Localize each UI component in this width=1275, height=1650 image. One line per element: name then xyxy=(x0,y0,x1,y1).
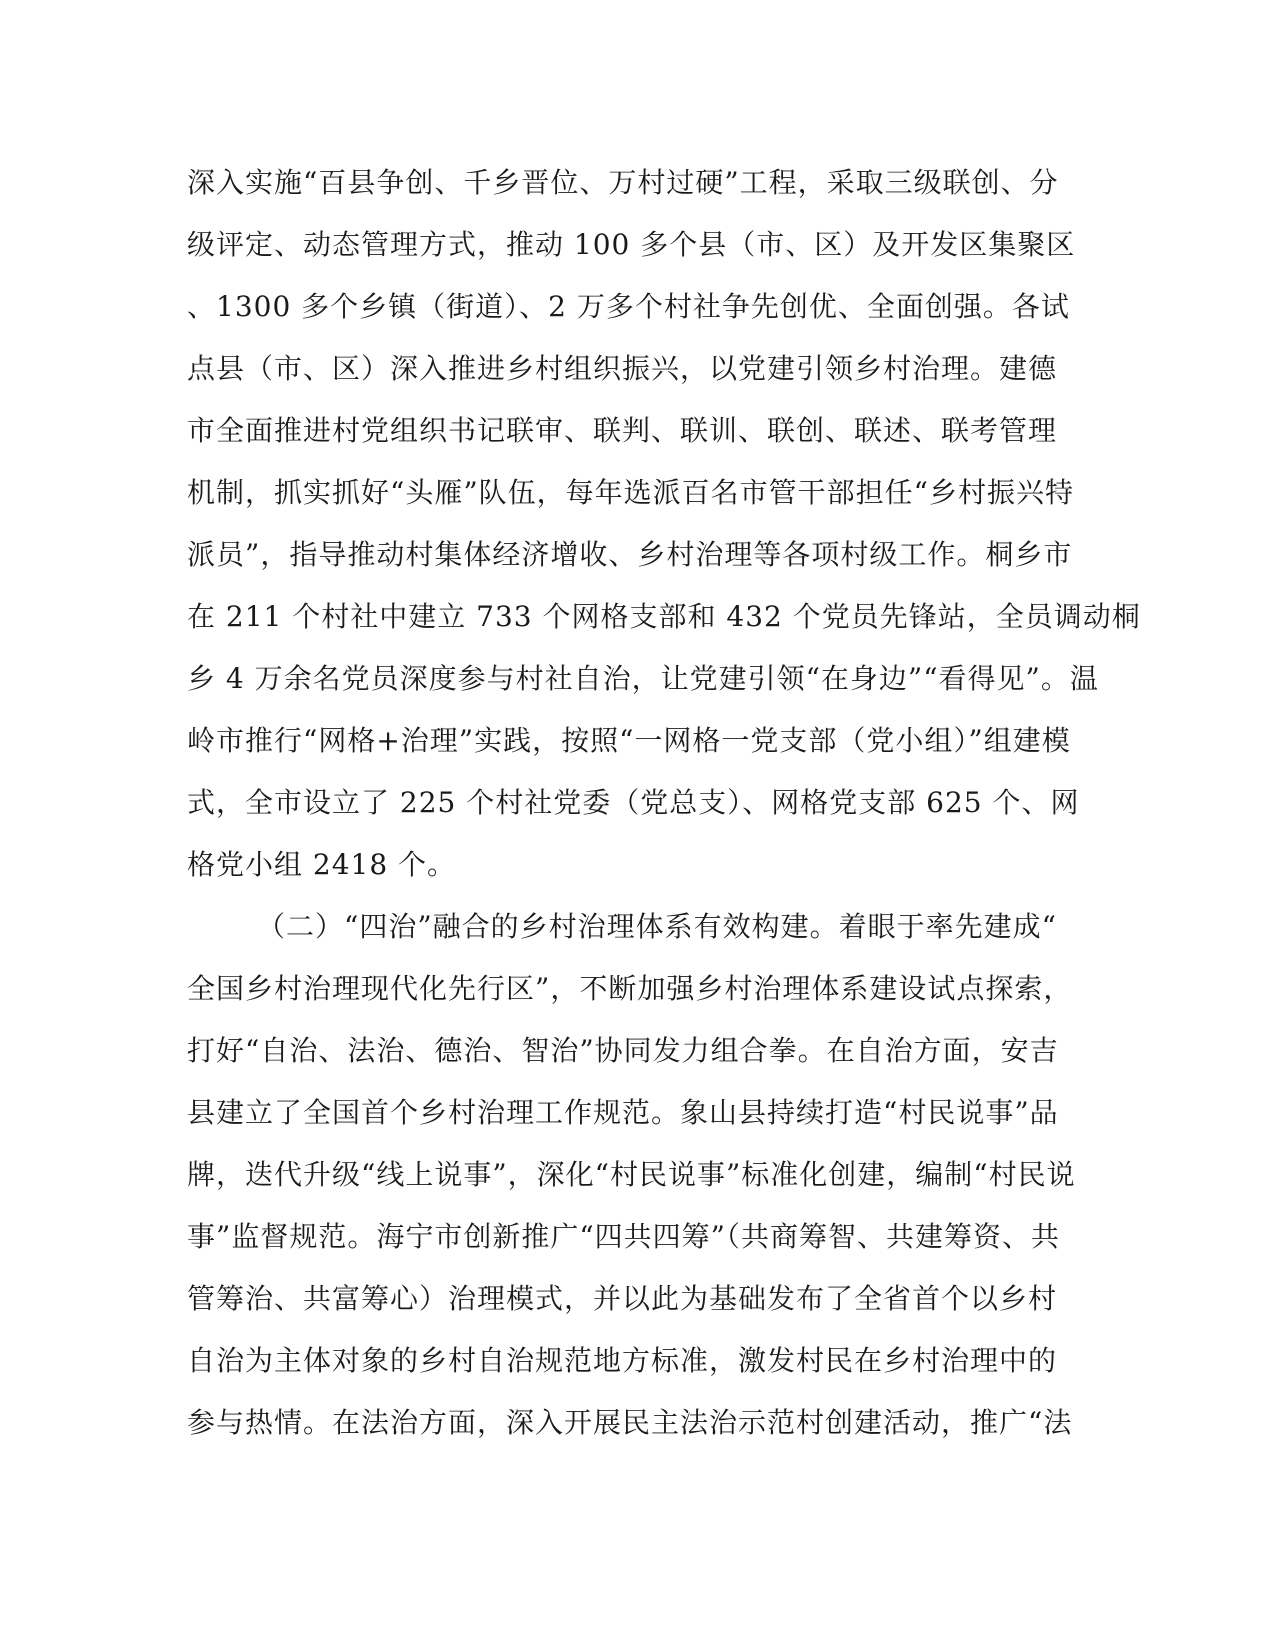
text-line: 全国乡村治理现代化先行区”，不断加强乡村治理体系建设试点探索， xyxy=(187,972,1073,1005)
section-heading-line: （二）“四治”融合的乡村治理体系有效构建。着眼于率先建成“ xyxy=(257,910,1057,943)
text-line: 在 211 个村社中建立 733 个网格支部和 432 个党员先锋站，全员调动桐 xyxy=(187,600,1141,633)
text-line: 打好“自治、法治、德治、智治”协同发力组合拳。在自治方面，安吉 xyxy=(187,1034,1059,1067)
text-line: 级评定、动态管理方式，推动 100 多个县（市、区）及开发区集聚区 xyxy=(187,228,1076,261)
text-line: 、1300 多个乡镇（街道）、2 万多个村社争先创优、全面创强。各试 xyxy=(187,290,1070,323)
text-line: 点县（市、区）深入推进乡村组织振兴，以党建引领乡村治理。建德 xyxy=(187,352,1058,385)
text-line: 岭市推行“网格+治理”实践，按照“一网格一党支部（党小组）”组建模 xyxy=(187,724,1071,757)
text-line: 机制，抓实抓好“头雁”队伍，每年选派百名市管干部担任“乡村振兴特 xyxy=(187,476,1074,509)
text-line: 管筹治、共富筹心）治理模式，并以此为基础发布了全省首个以乡村 xyxy=(187,1282,1058,1315)
text-line: 牌，迭代升级“线上说事”，深化“村民说事”标准化创建，编制“村民说 xyxy=(187,1158,1076,1191)
text-line: 参与热情。在法治方面，深入开展民主法治示范村创建活动，推广“法 xyxy=(187,1406,1073,1439)
text-line: 格党小组 2418 个。 xyxy=(187,848,457,881)
text-line: 式，全市设立了 225 个村社党委（党总支）、网格党支部 625 个、网 xyxy=(187,786,1080,819)
text-line: 派员”，指导推动村集体经济增收、乡村治理等各项村级工作。桐乡市 xyxy=(187,538,1073,571)
text-line: 深入实施“百县争创、千乡晋位、万村过硬”工程，采取三级联创、分 xyxy=(187,166,1059,199)
body-text xyxy=(187,152,1141,1454)
text-line: 事”监督规范。海宁市创新推广“四共四筹”（共商筹智、共建筹资、共 xyxy=(187,1220,1060,1253)
text-line: 乡 4 万余名党员深度参与村社自治，让党建引领“在身边”“看得见”。温 xyxy=(187,662,1099,695)
text-line: 自治为主体对象的乡村自治规范地方标准，激发村民在乡村治理中的 xyxy=(187,1344,1058,1377)
text-line: 县建立了全国首个乡村治理工作规范。象山县持续打造“村民说事”品 xyxy=(187,1096,1059,1129)
text-line: 市全面推进村党组织书记联审、联判、联训、联创、联述、联考管理 xyxy=(187,414,1058,447)
